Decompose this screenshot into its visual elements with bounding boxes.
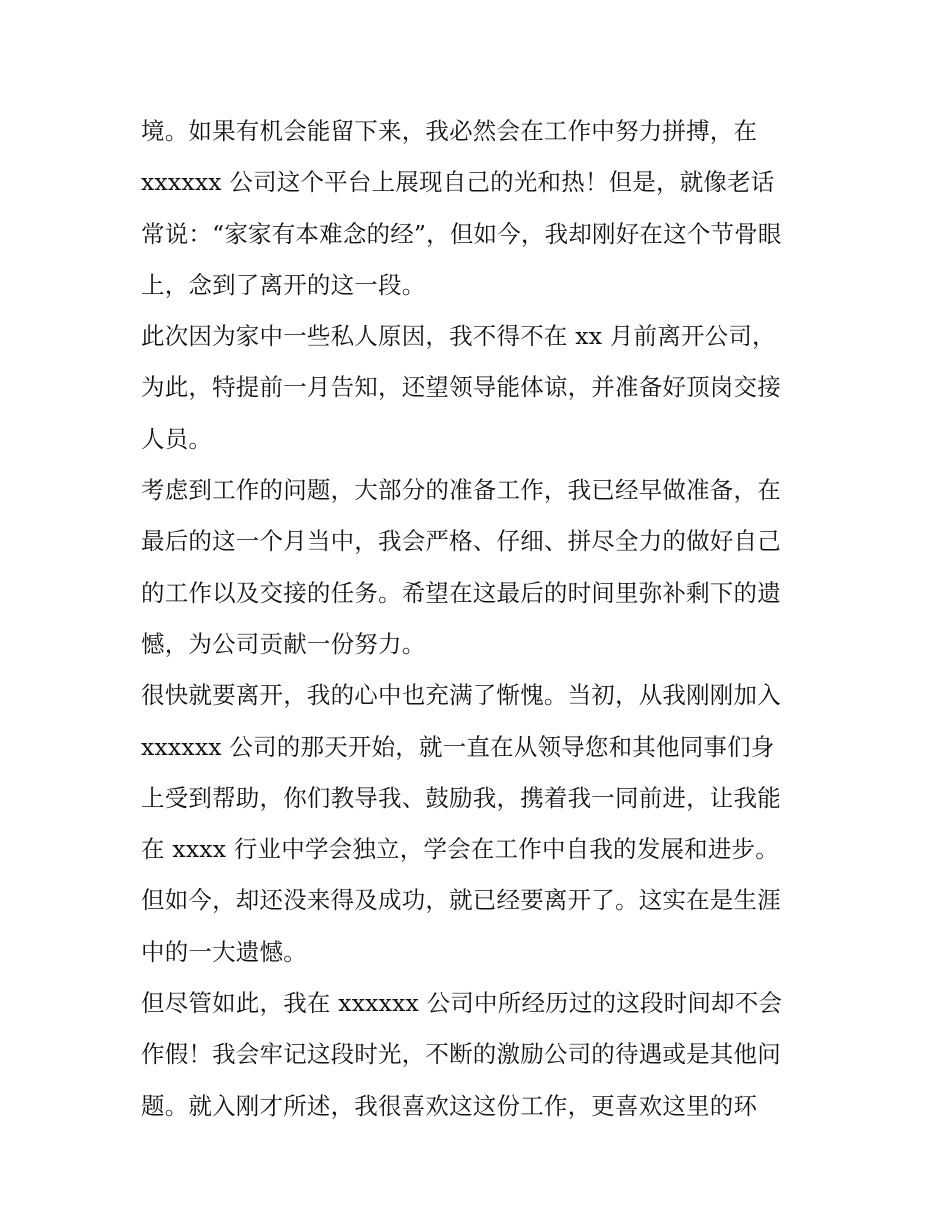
text-line: 境。如果有机会能留下来，我必然会在工作中努力拼搏，在 [141, 117, 758, 145]
text-line: 憾，为公司贡献一份努力。 [141, 629, 426, 658]
text-line: 的工作以及交接的任务。希望在这最后的时间里弥补剩下的遗 [141, 578, 781, 607]
text-line: 但如今，却还没来得及成功，就已经要离开了。这实在是生涯 [141, 886, 781, 915]
text-line: 最后的这一个月当中，我会严格、仔细、拼尽全力的做好自己 [141, 527, 781, 556]
text-line: 题。就入刚才所述，我很喜欢这这份工作，更喜欢这里的环 [141, 1091, 758, 1120]
text-line: 中的一大遗憾。 [141, 937, 307, 966]
text-line: 上受到帮助，你们教导我、鼓励我，携着我一同前进，让我能 [141, 783, 781, 812]
text-line: 很快就要离开，我的心中也充满了惭愧。当初，从我刚刚加入 [141, 681, 781, 710]
text-line: xxxxxx 公司这个平台上展现自己的光和热！但是，就像老话 [141, 168, 775, 197]
document-body [141, 106, 821, 1132]
text-line: 作假！我会牢记这段时光，不断的激励公司的待遇或是其他问 [141, 1040, 781, 1069]
text-line: 此次因为家中一些私人原因，我不得不在 xx 月前离开公司， [141, 322, 776, 351]
text-line: xxxxxx 公司的那天开始，就一直在从领导您和其他同事们身 [141, 732, 775, 761]
text-line: 在 xxxx 行业中学会独立，学会在工作中自我的发展和进步。 [141, 835, 779, 864]
text-line: 常说：“家家有本难念的经”，但如今，我却刚好在这个节骨眼 [141, 219, 782, 248]
text-line: 上，念到了离开的这一段。 [141, 270, 426, 299]
text-line: 但尽管如此，我在 xxxxxx 公司中所经历过的这段时间却不会 [141, 989, 783, 1018]
text-line: 人员。 [141, 424, 213, 453]
text-line: 为此，特提前一月告知，还望领导能体谅，并准备好顶岗交接 [141, 373, 781, 402]
text-line: 考虑到工作的问题，大部分的准备工作，我已经早做准备，在 [141, 476, 781, 505]
